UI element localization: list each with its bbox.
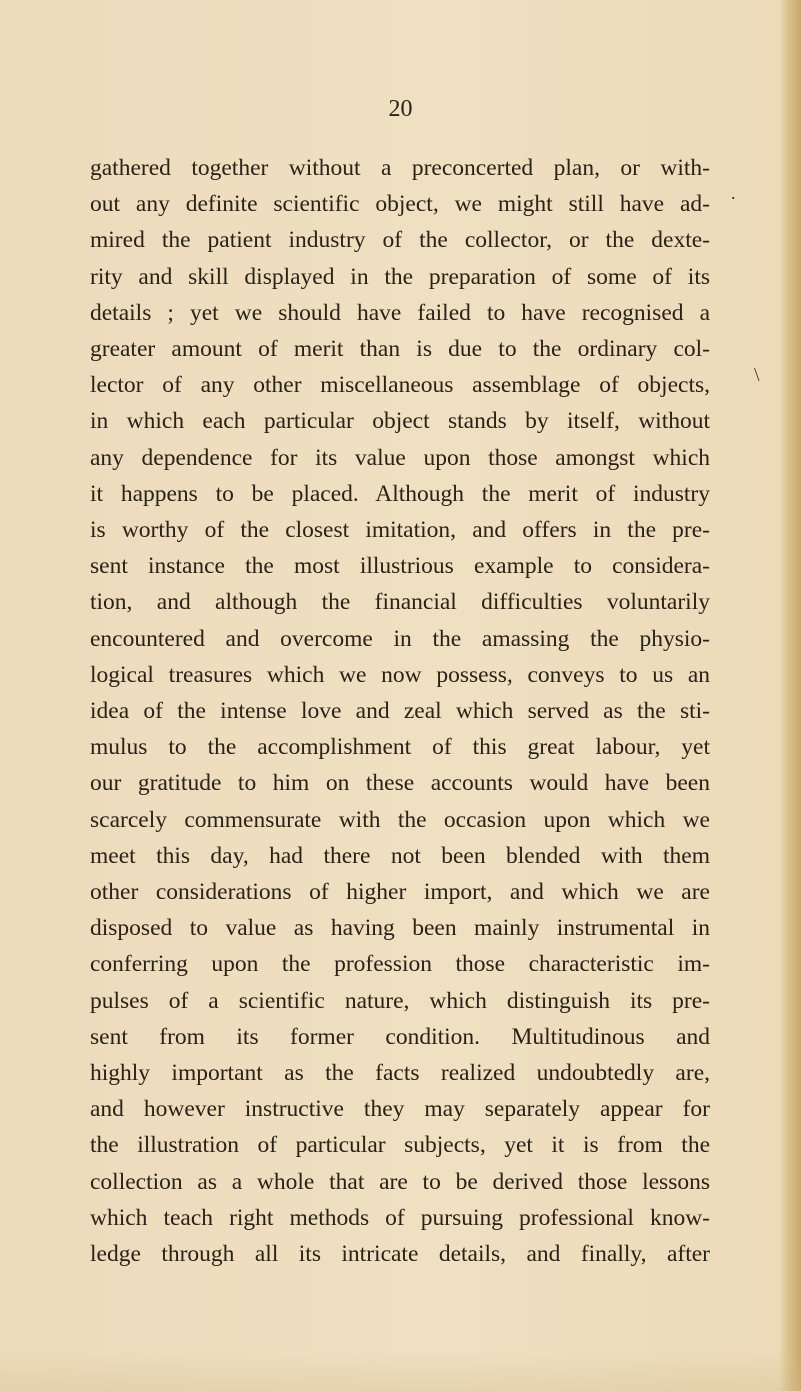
margin-mark-dot: . (731, 183, 736, 203)
text-line: highly important as the facts realized undoubtedly are, (90, 1060, 710, 1087)
text-line: the illustration of particular subjects, yet it is from the (90, 1132, 710, 1159)
text-line: conferring upon the profession those characteristic im- (90, 951, 710, 978)
text-line: our gratitude to him on these accounts would have been (90, 770, 710, 797)
text-line: ledge through all its intricate details, and finally, after (90, 1241, 710, 1268)
text-line: idea of the intense love and zeal which served as the sti- (90, 698, 710, 725)
text-line: sent from its former condition. Multitudinous and (90, 1023, 710, 1050)
text-line: lector of any other miscellaneous assemblage of objects, (90, 372, 710, 399)
text-line: pulses of a scientific nature, which distinguish its pre- (90, 987, 710, 1014)
page-number: 20 (388, 96, 413, 122)
text-line: other considerations of higher import, and which we are (90, 879, 710, 906)
text-line: disposed to value as having been mainly instrumental in (90, 915, 710, 942)
text-line: details ; yet we should have failed to have recognised a (90, 299, 710, 326)
text-line: gathered together without a preconcerted plan, or with- (90, 155, 710, 181)
body-text (90, 150, 710, 1272)
text-line: and however instructive they may separately appear for (90, 1096, 710, 1123)
text-line: out any definite scientific object, we might still have ad- (90, 191, 710, 218)
text-line: any dependence for its value upon those amongst which (90, 444, 710, 471)
text-line: greater amount of merit than is due to the ordinary col- (90, 336, 710, 363)
text-line: it happens to be placed. Although the merit of industry (90, 480, 710, 507)
text-line: which teach right methods of pursuing professional know- (90, 1204, 710, 1231)
text-line: encountered and overcome in the amassing the physio- (90, 625, 710, 652)
text-line: in which each particular object stands by itself, without (90, 408, 710, 435)
text-line: collection as a whole that are to be derived those lessons (90, 1168, 710, 1195)
page-bottom-shade (0, 1351, 801, 1391)
text-line: meet this day, had there not been blended with them (90, 842, 710, 869)
margin-mark-slash: \ (754, 364, 760, 386)
text-line: sent instance the most illustrious example to considera- (90, 553, 710, 580)
text-line: tion, and although the financial difficulties voluntarily (90, 589, 710, 616)
text-line: logical treasures which we now possess, conveys to us an (90, 661, 710, 688)
text-line: rity and skill displayed in the preparation of some of its (90, 263, 710, 290)
page-edge-shadow (779, 0, 801, 1391)
text-line: mulus to the accomplishment of this great labour, yet (90, 734, 710, 761)
text-line: mired the patient industry of the collector, or the dexte- (90, 227, 710, 254)
text-line: is worthy of the closest imitation, and offers in the pre- (90, 517, 710, 544)
text-line: scarcely commensurate with the occasion upon which we (90, 806, 710, 833)
